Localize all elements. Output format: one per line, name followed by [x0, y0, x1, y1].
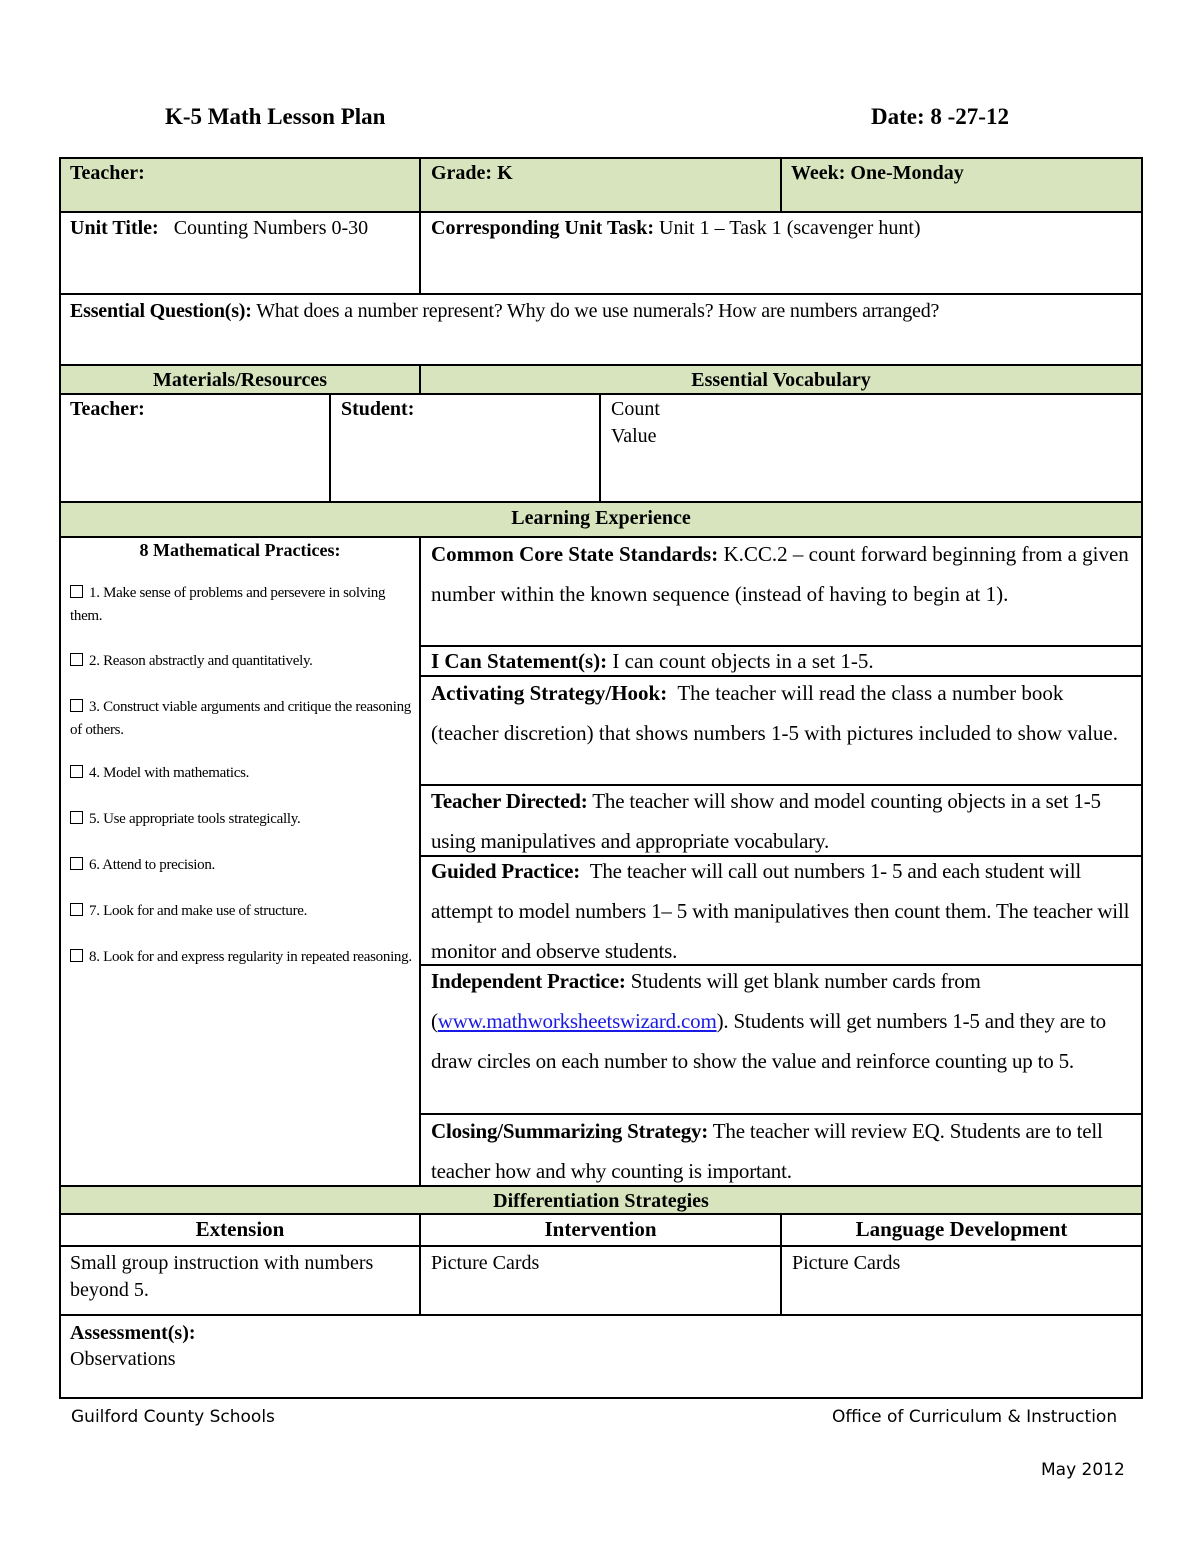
- vocab-word: Count: [611, 398, 660, 420]
- checkbox-icon[interactable]: [70, 949, 83, 962]
- assessment-label: Assessment(s):: [70, 1322, 196, 1344]
- footer-left: Guilford County Schools: [71, 1407, 275, 1427]
- intervention-header: Intervention: [544, 1217, 657, 1241]
- ccss-block: Common Core State Standards: K.CC.2 – count forward beginning from a given number within the known sequence (instead of having to begin at 1).: [431, 542, 1129, 606]
- practice-item[interactable]: 1. Make sense of problems and persevere in solving them.: [70, 585, 386, 624]
- assessment-value: Observations: [70, 1348, 176, 1370]
- teacher-label: Teacher:: [70, 162, 145, 184]
- checkbox-icon[interactable]: [70, 765, 83, 778]
- lesson-date: Date: 8 -27-12: [871, 104, 1009, 129]
- checkbox-icon[interactable]: [70, 699, 83, 712]
- materials-header: Materials/Resources: [152, 369, 328, 391]
- page-title: K-5 Math Lesson Plan: [165, 104, 386, 129]
- closing-strategy-block: Closing/Summarizing Strategy: The teacher will review EQ. Students are to tell teacher how and why counting is important.: [431, 1119, 1103, 1183]
- vocabulary-header: Essential Vocabulary: [691, 369, 871, 391]
- footer-date: May 2012: [1041, 1460, 1125, 1480]
- teacher-directed-block: Teacher Directed: The teacher will show and model counting objects in a set 1-5 using manipulatives and appropriate vocabulary.: [431, 789, 1101, 853]
- practice-item[interactable]: 8. Look for and express regularity in repeated reasoning.: [70, 946, 415, 969]
- week-label: Week: One-Monday: [791, 162, 964, 184]
- materials-student: Student:: [341, 398, 415, 420]
- hook-block: Activating Strategy/Hook: The teacher will read the class a number book (teacher discretion) that shows numbers 1-5 with pictures included to show value.: [431, 681, 1118, 745]
- checkbox-icon[interactable]: [70, 811, 83, 824]
- learning-header: Learning Experience: [511, 507, 691, 529]
- language-development-header: Language Development: [855, 1217, 1068, 1241]
- practice-item[interactable]: 3. Construct viable arguments and critique the reasoning of others.: [70, 699, 412, 738]
- unit-task: Corresponding Unit Task: Unit 1 – Task 1 (scavenger hunt): [431, 217, 921, 239]
- grade-label: Grade: K: [431, 162, 513, 184]
- extension-header: Extension: [195, 1217, 285, 1241]
- intervention-value: Picture Cards: [431, 1252, 540, 1274]
- worksheet-link[interactable]: www.mathworksheetswizard.com: [437, 1009, 717, 1033]
- practices-title: 8 Mathematical Practices:: [139, 540, 341, 560]
- practice-item[interactable]: 2. Reason abstractly and quantitatively.: [70, 650, 415, 673]
- vocabulary-list: [601, 394, 1141, 452]
- practice-item[interactable]: 7. Look for and make use of structure.: [70, 900, 415, 923]
- title-row: [0, 104, 1200, 138]
- assessment: [60, 1318, 1140, 1374]
- checkbox-icon[interactable]: [70, 585, 83, 598]
- unit-title: Unit Title: Counting Numbers 0-30: [70, 217, 369, 239]
- language-development-value: Picture Cards: [792, 1252, 901, 1274]
- practice-item[interactable]: 4. Model with mathematics.: [70, 762, 415, 785]
- checkbox-icon[interactable]: [70, 857, 83, 870]
- i-can-block: I Can Statement(s): I can count objects in a set 1-5.: [431, 649, 874, 673]
- materials-teacher: Teacher:: [70, 398, 145, 420]
- extension-value: Small group instruction with numbers beyond 5.: [70, 1252, 374, 1301]
- vocab-word: Value: [611, 425, 657, 447]
- guided-practice-block: Guided Practice: The teacher will call out numbers 1- 5 and each student will attempt to model numbers 1– 5 with manipulatives then count them. The teacher will monitor and observe students.: [431, 859, 1130, 963]
- checkbox-icon[interactable]: [70, 653, 83, 666]
- differentiation-header: Differentiation Strategies: [493, 1190, 709, 1212]
- practice-item[interactable]: 5. Use appropriate tools strategically.: [70, 808, 415, 831]
- footer-right: Office of Curriculum & Instruction: [832, 1407, 1118, 1427]
- practice-item[interactable]: 6. Attend to precision.: [70, 854, 415, 877]
- essential-question: Essential Question(s): What does a number represent? Why do we use numerals? How are numbers arranged?: [70, 300, 940, 322]
- independent-practice-block: Independent Practice: Students will get blank number cards from (www.mathworksheetswizard.com). Students will get numbers 1-5 and they are to draw circles on each number to show the value and reinforce counting up to 5.: [431, 969, 1106, 1073]
- checkbox-icon[interactable]: [70, 903, 83, 916]
